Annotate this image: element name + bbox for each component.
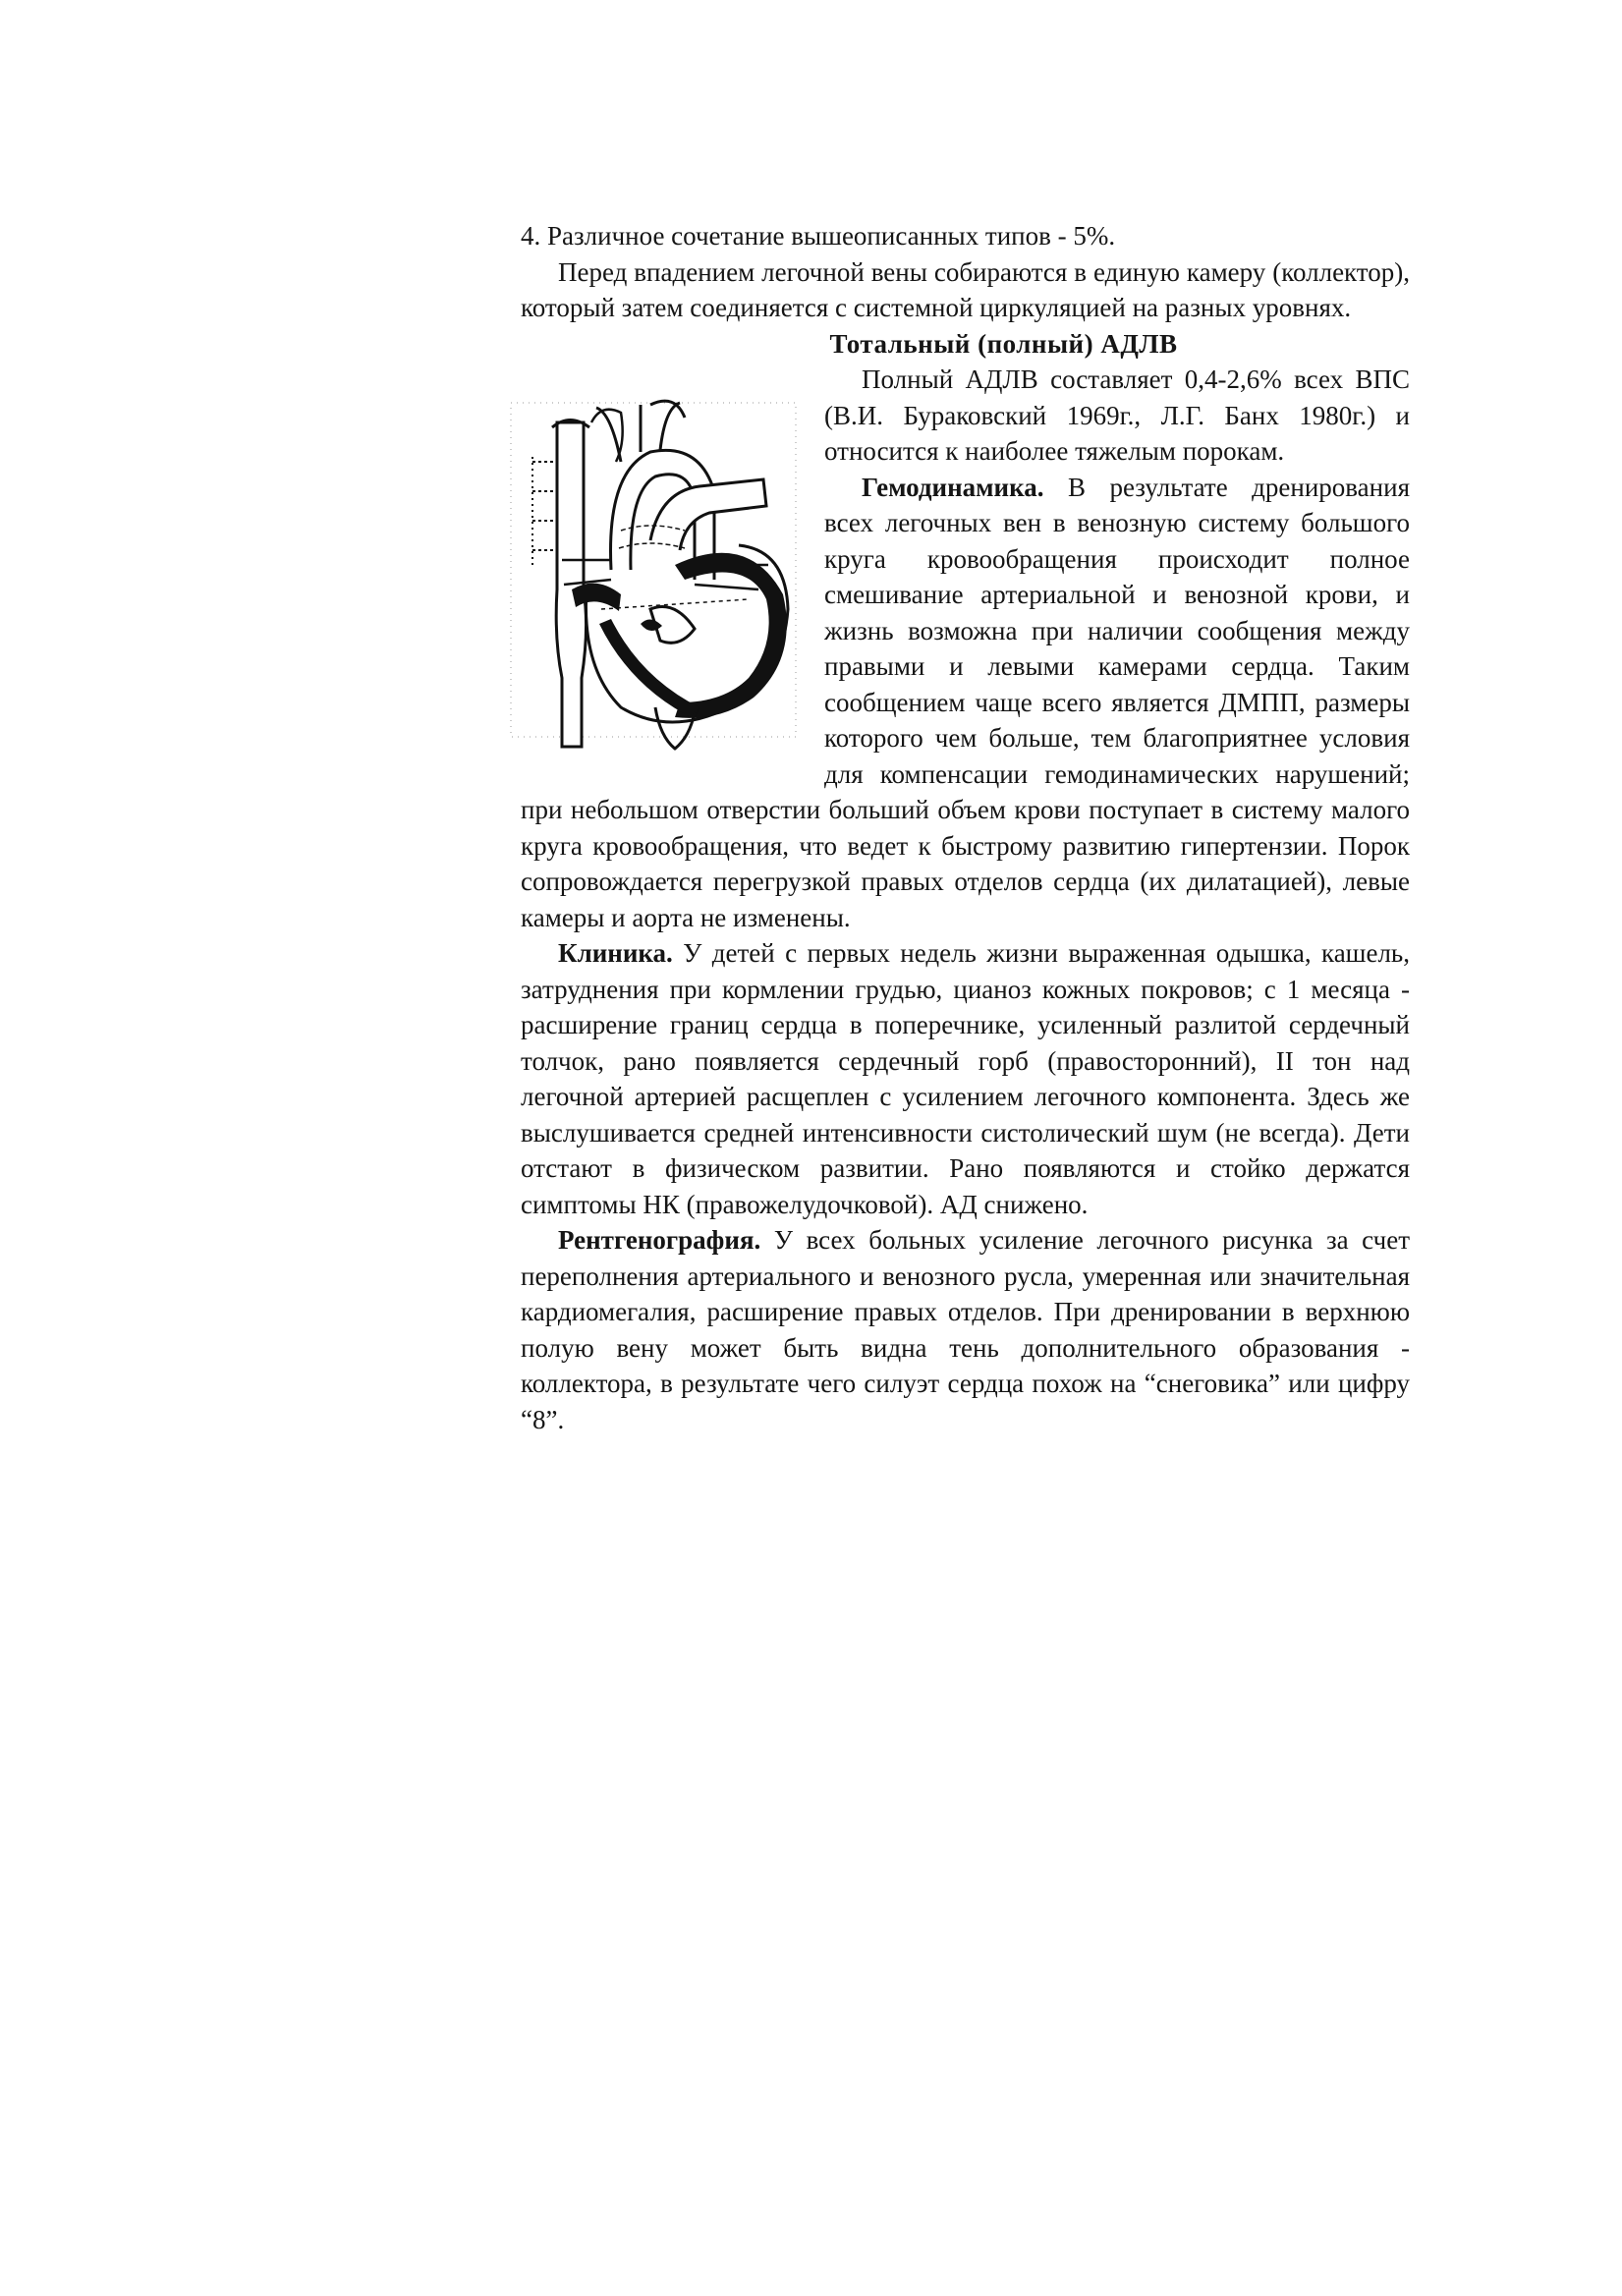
hemodynamics-text: В результате дренирования всех легочных вен в венозную систему большого круга кровообращения происходит полное смешивание артериальной и венозной крови, и жизнь возможна при наличии сообщения между правыми и левыми камерами сердца. Таким сообщением чаще всего является ДМПП, размеры которого чем больше, тем благоприятнее условия для компенсации гемодинамических нарушений; при небольшом отверстии больший объем крови поступает в систему малого круга кровообращения, что ведет к быстрому развитию гипертензии. Порок сопровождается перегрузкой правых отделов сердца (их дилатацией), левые камеры и аорта не изменены.: [521, 472, 1410, 932]
clinic-paragraph: [521, 935, 1410, 1222]
text-column: [521, 218, 1410, 1437]
clinic-lead: Клиника.: [558, 938, 673, 968]
radiography-text: У всех больных усиление легочного рисунка за счет переполнения артериального и венозного русла, умеренная или значительная кардиомегалия, расширение правых отделов. При дренировании в верхнюю полую вену может быть видна тень дополнительного образования - коллектора, в результате чего силуэт сердца похож на “снеговика” или цифру “8”.: [521, 1225, 1410, 1434]
frequency-paragraph: Полный АДЛВ составляет 0,4-2,6% всех ВПС (В.И. Бураковский 1969г., Л.Г. Банх 1980г.) и относится к наиболее тяжелым порокам.: [824, 364, 1410, 466]
radiography-paragraph: [521, 1222, 1410, 1437]
hemodynamics-lead: Гемодинамика.: [862, 472, 1044, 502]
clinic-text: У детей с первых недель жизни выраженная одышка, кашель, затруднения при кормлении грудью, цианоз кожных покровов; с 1 месяца - расширение границ сердца в поперечнике, усиленный разлитой сердечный толчок, рано появляется сердечный горб (правосторонний), II тон над легочной артерией расщеплен с усилением легочного компонента. Здесь же выслушивается средней интенсивности систолический шум (не всегда). Дети отстают в физическом развитии. Рано появляются и стойко держатся симптомы НК (правожелудочковой). АД снижено.: [521, 938, 1410, 1219]
intro-paragraph: Перед впадением легочной вены собираются в единую камеру (коллектор), который затем соединяется с системной циркуляцией на разных уровнях.: [521, 256, 1410, 322]
list-item-4: 4. Различное сочетание вышеописанных типов - 5%.: [521, 221, 1116, 251]
radiography-lead: Рентгенография.: [558, 1225, 761, 1255]
heart-diagram-icon: [503, 383, 803, 758]
section-title: Тотальный (полный) АДЛВ: [829, 328, 1178, 359]
